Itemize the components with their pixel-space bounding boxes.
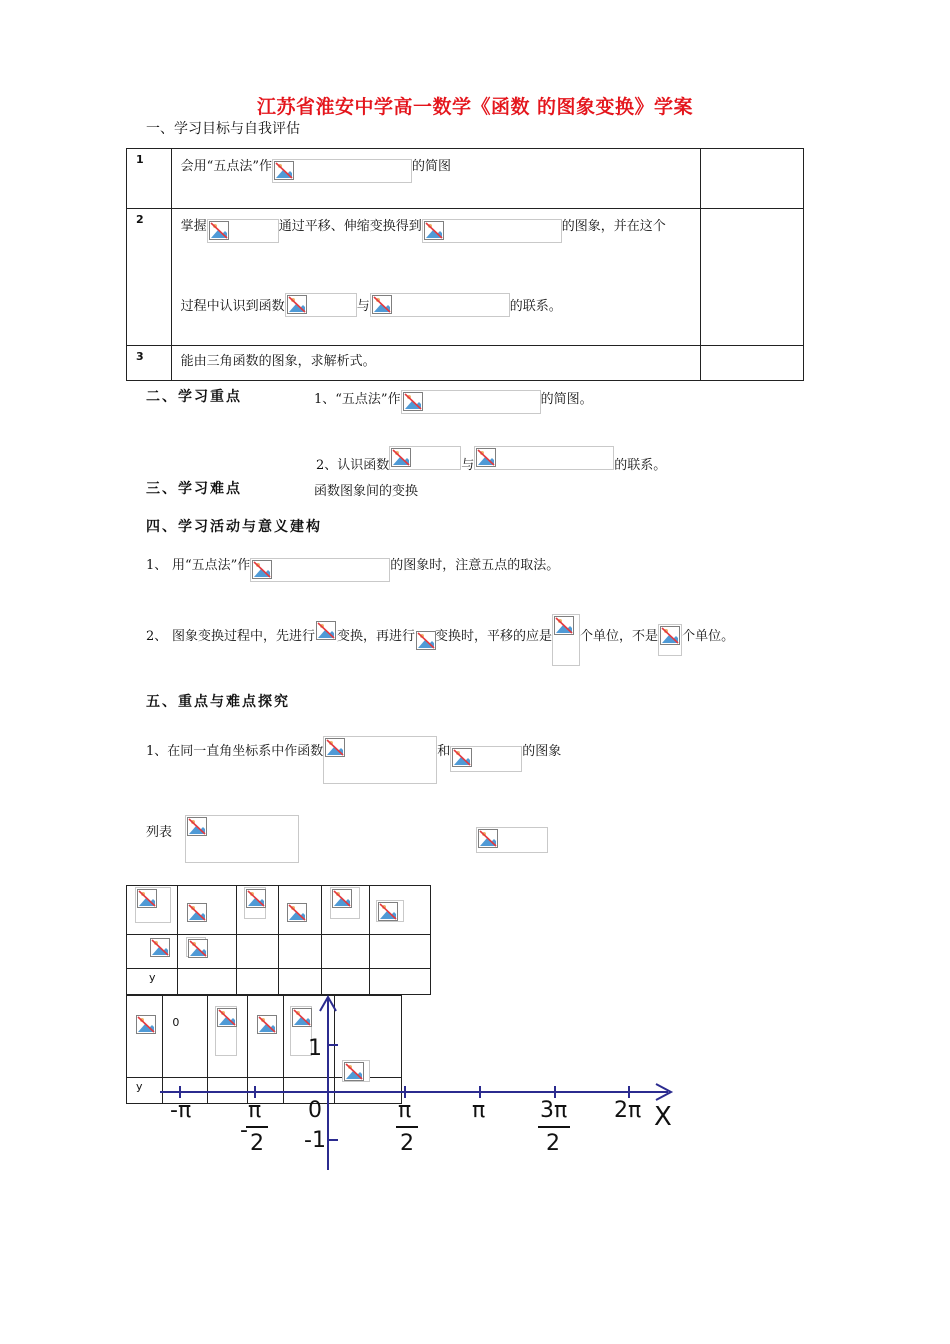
formula-image (474, 446, 614, 470)
formula-image (370, 293, 510, 317)
section4-heading: 四、学习活动与意义建构 (146, 519, 322, 535)
table-row (127, 935, 431, 969)
formula-image (415, 630, 435, 652)
x-label-half-pi-num: π (398, 1098, 412, 1123)
formula-image (135, 1014, 155, 1034)
formula-image (272, 159, 412, 183)
x-axis-name: X (654, 1102, 672, 1132)
key-point-text: 1、“五点法”作 (314, 392, 401, 407)
row-text: 通过平移、伸缩变换得到 (278, 219, 422, 234)
y-label-one: 1 (308, 1036, 322, 1061)
formula-image (450, 746, 522, 772)
x-label-two-pi: 2π (614, 1098, 642, 1123)
activity-text: 个单位。 (682, 629, 735, 644)
key-point-text: 的联系。 (614, 458, 667, 473)
formula-image (186, 937, 206, 957)
formula-image (323, 736, 437, 784)
formula-image (389, 446, 461, 470)
row-number: 1 (127, 149, 172, 209)
activity-text: 图象变换过程中，先进行 (172, 629, 316, 644)
row-number: 3 (127, 346, 172, 381)
formula-image (658, 624, 682, 656)
x-label-neg-pi: -π (170, 1098, 192, 1123)
formula-image (135, 887, 171, 923)
section2-heading: 二、学习重点 (146, 389, 242, 405)
formula-image (286, 902, 306, 922)
list-label: 列表 (146, 825, 173, 840)
formula-image (401, 390, 541, 414)
formula-image (315, 620, 337, 642)
activity-text: 变换时，平移的应是 (435, 629, 553, 644)
activity-text: 的图象时，注意五点的取法。 (390, 558, 560, 573)
y-label: y (149, 971, 156, 984)
exploration-text: 和 (437, 744, 451, 759)
y-label: y (136, 1080, 143, 1093)
formula-image (376, 900, 404, 922)
activity-text: 用“五点法”作 (172, 558, 251, 573)
row-text: 过程中认识到函数 (180, 299, 285, 314)
table-row (127, 346, 804, 381)
value-table-1 (126, 885, 431, 995)
formula-image (250, 558, 390, 582)
formula-image (244, 887, 266, 919)
self-assessment-cell[interactable] (700, 149, 803, 209)
x-label-neg-half-pi-num: π (248, 1098, 262, 1123)
activity-text: 个单位，不是 (580, 629, 659, 644)
key-point-text: 与 (461, 458, 475, 473)
formula-image (185, 815, 299, 863)
table-row (127, 886, 431, 935)
formula-image (285, 293, 357, 317)
formula-image (422, 219, 562, 243)
item-number: 1、 (146, 558, 168, 573)
x-label-denom: 2 (400, 1131, 414, 1156)
x-label-denom: 2 (250, 1131, 264, 1156)
item-number: 2、 (146, 629, 168, 644)
key-point-text: 2、认识函数 (316, 458, 390, 473)
row-text: 与 (356, 299, 370, 314)
row-text: 的联系。 (509, 299, 562, 314)
x-label-minus-sign: - (240, 1118, 248, 1143)
formula-image (207, 219, 279, 243)
formula-image (552, 614, 580, 666)
self-assessment-cell[interactable] (700, 209, 803, 346)
coordinate-axes (160, 995, 690, 1175)
formula-image (149, 937, 169, 957)
table-row (127, 149, 804, 209)
section3-heading: 三、学习难点 (146, 481, 242, 497)
formula-image (476, 827, 548, 853)
x-label-denom: 2 (546, 1131, 560, 1156)
x-label-pi: π (472, 1098, 486, 1123)
x-label-three-pi-num: 3π (540, 1098, 568, 1123)
difficulty-text: 函数图象间的变换 (314, 484, 419, 499)
section5-heading: 五、重点与难点探究 (146, 694, 290, 710)
exploration-text: 1、在同一直角坐标系中作函数 (146, 744, 324, 759)
formula-image (186, 902, 206, 922)
row-text: 会用“五点法”作 (180, 159, 272, 174)
origin-label: 0 (308, 1098, 322, 1123)
exploration-text: 的图象 (522, 744, 562, 759)
page-title: 江苏省淮安中学高一数学《函数 的图象变换》学案 (256, 96, 694, 118)
activity-text: 变换，再进行 (337, 629, 416, 644)
self-assessment-cell[interactable] (700, 346, 803, 381)
section1-heading: 一、学习目标与自我评估 (146, 121, 300, 137)
key-point-text: 的简图。 (540, 392, 593, 407)
row-text: 的图象，并在这个 (561, 219, 666, 234)
zero-value: 0 (172, 1016, 180, 1029)
table-row (127, 209, 804, 346)
table-row (127, 969, 431, 995)
row-number: 2 (127, 209, 172, 346)
formula-image (330, 887, 360, 919)
goals-table (126, 148, 804, 381)
row-text: 的简图 (411, 159, 451, 174)
y-label-minus-one: -1 (304, 1128, 326, 1153)
row-text: 掌握 (180, 219, 207, 234)
row-text: 能由三角函数的图象，求解析式。 (180, 354, 376, 369)
